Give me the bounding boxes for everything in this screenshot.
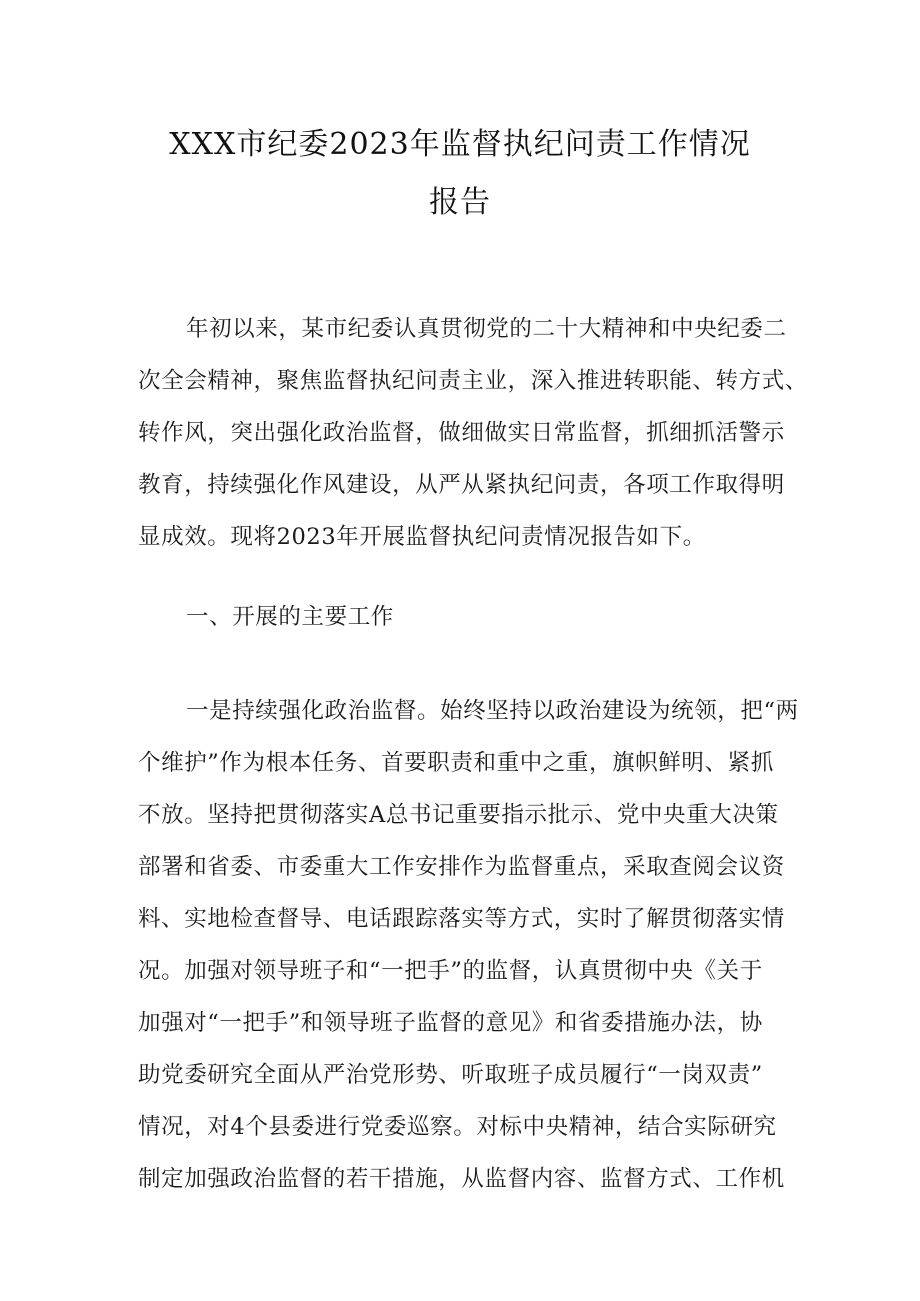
intro-line: 转作风，突出强化政治监督，做细做实日常监督，抓细抓活警示 [138,420,785,446]
para-line: 个维护”作为根本任务、首要职责和重中之重，旗帜鲜明、紧抓 [138,750,774,776]
intro-line: 教育，持续强化作风建设，从严从紧执纪问责，各项工作取得明 [138,472,785,498]
para-line: 部署和省委、市委重大工作安排作为监督重点，采取查阅会议资 [138,854,785,880]
section-heading: 一、开展的主要工作 [186,604,394,630]
intro-line: 显成效。现将2023年开展监督执纪问责情况报告如下。 [138,524,706,550]
para-line: 加强对“一把手”和领导班子监督的意见》和省委措施办法，协 [138,1010,763,1036]
para-line: 情况，对4个县委进行党委巡察。对标中央精神，结合实际研究 [138,1114,777,1140]
para-line: 助党委研究全面从严治党形势、听取班子成员履行“一岗双责” [138,1062,763,1088]
para-line: 料、实地检查督导、电话跟踪落实等方式，实时了解贯彻落实情 [138,906,785,932]
para-line: 制定加强政治监督的若干措施，从监督内容、监督方式、工作机 [138,1166,785,1192]
para-line: 不放。坚持把贯彻落实A总书记重要指示批示、党中央重大决策 [138,802,779,828]
para-line: 况。加强对领导班子和“一把手”的监督，认真贯彻中央《关于 [138,958,763,984]
intro-line: 年初以来，某市纪委认真贯彻党的二十大精神和中央纪委二 [186,316,787,342]
document-title-line-1: XXX市纪委2023年监督执纪问责工作情况 [169,127,751,162]
intro-line: 次全会精神，聚焦监督执纪问责主业，深入推进转职能、转方式、 [138,368,808,394]
para-line: 一是持续强化政治监督。始终坚持以政治建设为统领，把“两 [186,698,799,724]
document-title-line-2: 报告 [429,185,491,220]
